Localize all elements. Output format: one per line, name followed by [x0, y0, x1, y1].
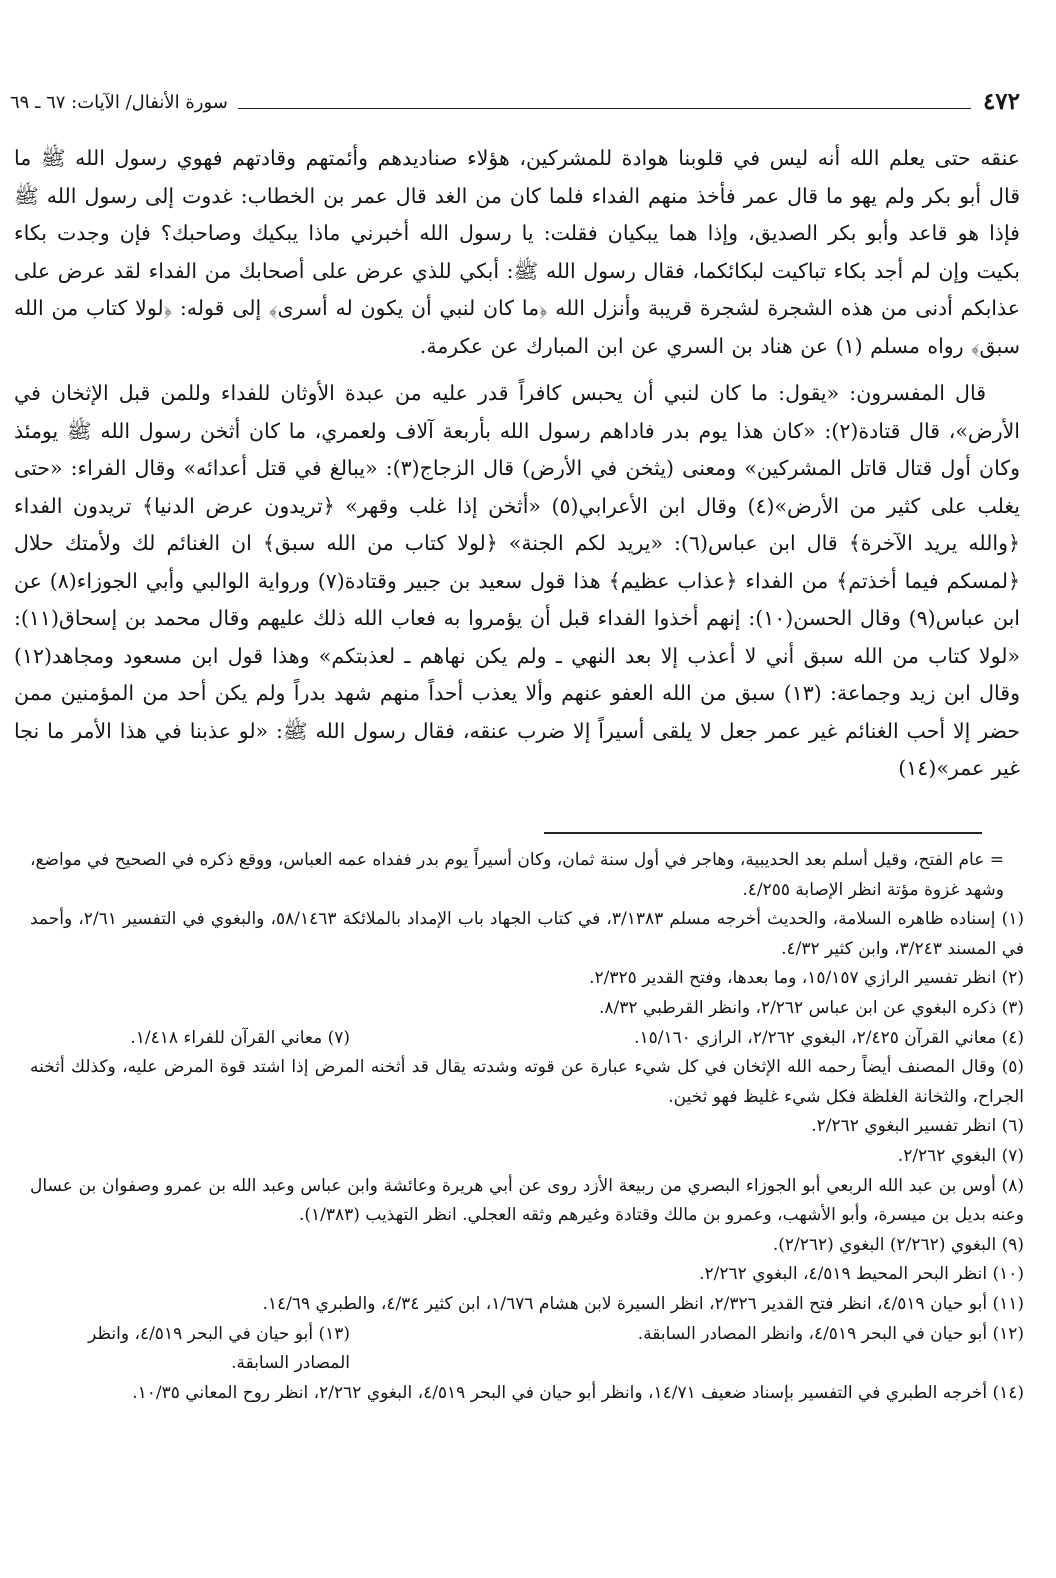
footnote-1: (١) إسناده ظاهره السلامة، والحديث أخرجه مسلم ٣/١٣٨٣، في كتاب الجهاد باب الإمداد بالملائكة ٥٨/١٤٦٣، والبغوي في التفسير ٢/٦١، وأحمد في المسند ٣/٢٤٣، وابن كثير ٤/٣٢. [30, 909, 1024, 959]
main-text [14, 140, 1020, 798]
footnote-3: (٣) ذكره البغوي عن ابن عباس ٢/٢٦٢، وانظر القرطبي ٨/٣٢. [599, 997, 1024, 1018]
page-number: ٤٧٢ [982, 88, 1020, 115]
footnote-5: (٥) وقال المصنف أيضاً رحمه الله الإثخان في كل شيء عبارة عن قوته وشدته يقال قد أثخنه المرض إذا اشتد قوة المرض عليه، وكذلك أثخنه الجراح، والثخانة الغلظة فكل شيء غليظ فهو ثخين. [30, 1057, 1024, 1107]
footnote-9: (٩) البغوي (٢/٢٦٢) البغوي (٢/٢٦٢). [772, 1234, 1024, 1255]
footnote-8: (٨) أوس بن عبد الله الربعي أبو الجوزاء البصري من ربيعة الأزد روى عن أبي هريرة وعائشة وابن عباس وعبد الله بن عمرو وصفوان بن عسال وعنه بديل بن ميسرة، وأبو الأشهب، وعمرو بن مالك وقتادة وغيرهم وثقه العجلي. انظر التهذيب (١/٣٨٣). [30, 1175, 1024, 1226]
running-title: سورة الأنفال/ الآيات: ٦٧ ـ ٦٩ [10, 92, 228, 113]
header-rule [238, 108, 971, 109]
footnote-separator [544, 832, 982, 834]
footnote-12: (١٢) أبو حيان في البحر ٤/٥١٩، وانظر المصادر السابقة. [637, 1323, 1024, 1344]
footnote-2: (٢) انظر تفسير الرازي ١٥/١٥٧، وما بعدها، وفتح القدير ٢/٣٢٥. [589, 968, 1024, 989]
footnote-row-12 [30, 1320, 1024, 1379]
footnotes [30, 846, 1024, 1408]
footnote-13: (١٣) أبو حيان في البحر ٤/٥١٩، وانظر المصادر السابقة. [88, 1323, 350, 1374]
paragraph-1: عنقه حتى يعلم الله أنه ليس في قلوبنا هوادة للمشركين، هؤلاء صناديدهم وأئمتهم وقادتهم فهوي رسول الله ﷺ ما قال أبو بكر ولم يهو ما قال عمر فأخذ منهم الفداء فلما كان من الغد قال عمر بن الخطاب: غدوت إلى رسول الله ﷺ فإذا هو قاعد وأبو بكر الصديق، وإذا هما يبكيان فقلت: يا رسول الله أخبرني ماذا يبكيك وصاحبك؟ فإن وجدت بكاء بكيت وإن لم أجد بكاء تباكيت لبكائكما، فقال رسول الله ﷺ: أبكي للذي عرض على أصحابك من الفداء لقد عرض على عذابكم أدنى من هذه الشجرة لشجرة قريبة وأنزل الله ﴿ما كان لنبي أن يكون له أسرى﴾ إلى قوله: ﴿لولا كتاب من الله سبق﴾ رواه مسلم (١) عن هناد بن السري عن ابن المبارك عن عكرمة. [14, 146, 1020, 358]
paragraph-2: قال المفسرون: «يقول: ما كان لنبي أن يحبس كافراً قدر عليه من عبدة الأوثان للفداء وللمن قبل الإثخان في الأرض»، قال قتادة(٢): «كان هذا يوم بدر فاداهم رسول الله بأربعة آلاف ولعمري، ما كان أثخن رسول الله ﷺ يومئذ وكان أول قتال قاتل المشركين» ومعنى (يثخن في الأرض) قال الزجاج(٣): «يبالغ في قتل أعدائه» وقال الفراء: «حتى يغلب على كثير من الأرض»(٤) وقال ابن الأعرابي(٥) «أثخن إذا غلب وقهر» ﴿تريدون عرض الدنيا﴾ تريدون الفداء ﴿والله يريد الآخرة﴾ قال ابن عباس(٦): «يريد لكم الجنة» ﴿لولا كتاب من الله سبق﴾ ان الغنائم لك ولأمتك حلال ﴿لمسكم فيما أخذتم﴾ من الفداء ﴿عذاب عظيم﴾ هذا قول سعيد بن جبير وقتادة(٧) ورواية الوالبي وأبي الجوزاء(٨) عن ابن عباس(٩) وقال الحسن(١٠): إنهم أخذوا الفداء قبل أن يؤمروا به فعاب الله ذلك عليهم وقال محمد بن إسحاق(١١): «لولا كتاب من الله سبق أني لا أعذب إلا بعد النهي ـ ولم يكن نهاهم ـ لعذبتكم» وهذا قول ابن مسعود ومجاهد(١٢) وقال ابن زيد وجماعة: (١٣) سبق من الله العفو عنهم وألا يعذب أحداً منهم شهد بدراً ولم يكن أحد من المؤمنين ممن حضر إلا أحب الغنائم غير عمر جعل لا يلقى أسيراً إلا ضرب عنقه، فقال رسول الله ﷺ: «لو عذبنا في هذا الأمر ما نجا غير عمر»(١٤) [14, 381, 1020, 780]
footnote-row-4 [30, 1024, 1024, 1054]
footnote-10: (١٠) انظر البحر المحيط ٤/٥١٩، البغوي ٢/٢٦٢. [699, 1264, 1024, 1285]
footnote-14: (١٤) أخرجه الطبري في التفسير بإسناد ضعيف ١٤/٧١، وانظر أبو حيان في البحر ٤/٥١٩، البغوي ٢/٢٦٢، انظر روح المعاني ١٠/٣٥. [132, 1382, 1024, 1403]
footnote-11: (١١) أبو حيان ٤/٥١٩، انظر فتح القدير ٢/٣٢٦، انظر السيرة لابن هشام ١/٦٧٦، ابن كثير ٤/٣٤، والطبري ١٤/٦٩. [262, 1293, 1024, 1314]
footnote-6: (٦) انظر تفسير البغوي ٢/٢٦٢. [811, 1116, 1024, 1137]
footnote-4b: (٧) معاني القرآن للفراء ١/٤١٨. [130, 1027, 350, 1048]
page-header [10, 82, 1020, 116]
footnote-4: (٤) معاني القرآن ٢/٤٢٥، البغوي ٢/٢٦٢، الرازي ١٥/١٦٠. [634, 1027, 1024, 1048]
footnote-7: (٧) البغوي ٢/٢٦٢. [897, 1145, 1024, 1166]
footnote-continued: = عام الفتح، وقيل أسلم بعد الحديبية، وهاجر في أول سنة ثمان، وكان أسيراً يوم بدر ففداه عمه العباس، ووقع ذكره في الصحيح في مواضع، وشهد غزوة مؤتة انظر الإصابة ٤/٢٥٥. [30, 850, 1004, 900]
